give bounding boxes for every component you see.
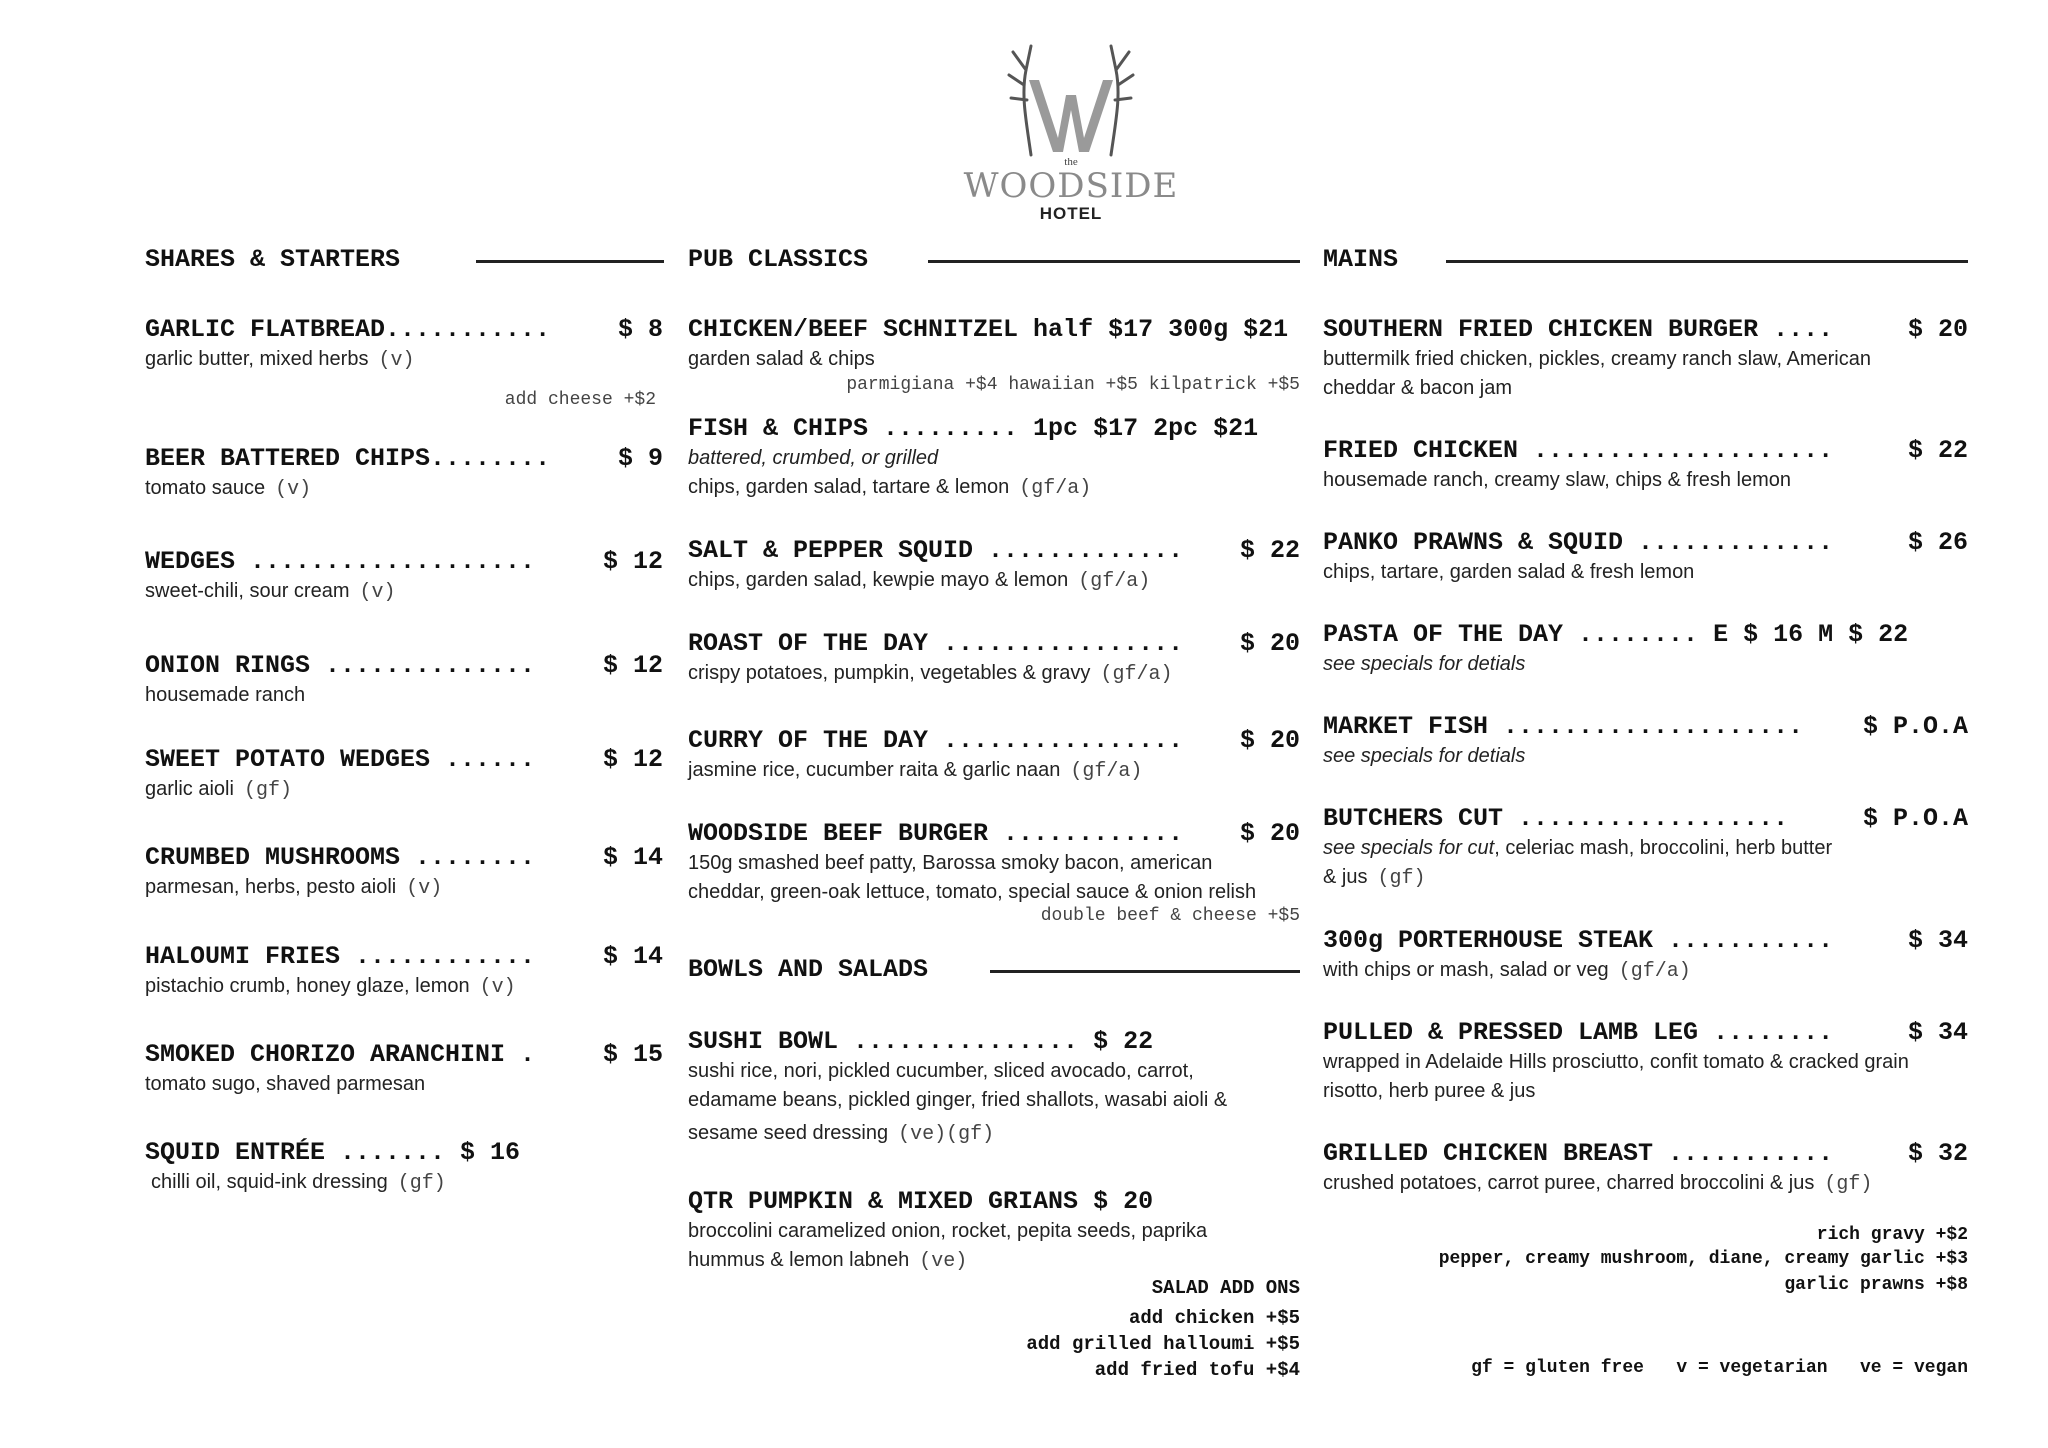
menu-item [1323, 804, 1968, 893]
item-price: $ P.O.A [1862, 804, 1968, 833]
item-title: SMOKED CHORIZO ARANCHINI . [145, 1040, 536, 1069]
menu-item [145, 1040, 663, 1099]
menu-item [688, 1187, 1300, 1276]
item-desc: cheddar, green-oak lettuce, tomato, special sauce & onion relish [688, 881, 1257, 903]
menu-item [1323, 528, 1968, 587]
item-desc: jasmine rice, cucumber raita & garlic naan [688, 759, 1061, 781]
item-price: $ 12 [602, 651, 663, 680]
item-price: $ 26 [1907, 528, 1968, 557]
menu-item [1323, 1139, 1968, 1199]
item-title: GARLIC FLATBREAD........... [145, 315, 551, 344]
logo-name: WOODSIDE [963, 166, 1179, 206]
dietary-tag: (gf/a) [1100, 663, 1173, 686]
item-desc: pistachio crumb, honey glaze, lemon [145, 975, 470, 997]
salad-addons-heading: SALAD ADD ONS [1151, 1277, 1300, 1299]
item-price: $ 20 [1239, 726, 1300, 755]
item-desc: cheddar & bacon jam [1323, 377, 1513, 399]
item-title: SQUID ENTRÉE ....... $ 16 [145, 1138, 521, 1167]
dietary-tag: (gf/a) [1019, 477, 1092, 500]
menu-item [688, 315, 1300, 374]
menu-item [1323, 1018, 1968, 1106]
item-price: $ 34 [1907, 1018, 1968, 1047]
menu-item [145, 547, 663, 607]
item-title: 300g PORTERHOUSE STEAK ........... [1323, 926, 1834, 955]
item-desc: crispy potatoes, pumpkin, vegetables & gravy [688, 662, 1091, 684]
menu-item [145, 315, 663, 375]
menu-item [145, 745, 663, 805]
item-title: CHICKEN/BEEF SCHNITZEL half $17 300g $21 [688, 315, 1289, 344]
logo-the: the [1064, 156, 1078, 168]
item-desc: sweet-chili, sour cream [145, 580, 350, 602]
item-title: WEDGES ................... [145, 547, 536, 576]
menu-item [1323, 315, 1968, 403]
menu-item [688, 629, 1300, 689]
item-desc: wrapped in Adelaide Hills prosciutto, confit tomato & cracked grain [1323, 1051, 1909, 1073]
menu-item [1323, 926, 1968, 986]
item-desc: parmesan, herbs, pesto aioli [145, 876, 397, 898]
sauce-line: rich gravy +$2 [1816, 1225, 1968, 1245]
item-desc-italic: see specials for cut [1323, 837, 1495, 859]
item-desc: garden salad & chips [688, 348, 875, 370]
item-price: $ 34 [1907, 926, 1968, 955]
menu-item [145, 1138, 663, 1198]
menu-item [688, 726, 1300, 786]
item-desc: & jus [1323, 866, 1368, 888]
dietary-tag: (v) [479, 976, 516, 999]
item-title: HALOUMI FRIES ............ [145, 942, 536, 971]
dietary-tag: (v) [378, 349, 415, 372]
item-price: $ 14 [602, 843, 663, 872]
dietary-tag: (gf/a) [1618, 960, 1691, 983]
item-title: ROAST OF THE DAY ................ [688, 629, 1184, 658]
item-price: $ 14 [602, 942, 663, 971]
item-desc: tomato sauce [145, 477, 266, 499]
menu-item [1323, 620, 1968, 679]
dietary-tag: (ve) [919, 1250, 968, 1273]
item-price: $ 20 [1239, 819, 1300, 848]
menu-item [145, 843, 663, 903]
item-title: ONION RINGS .............. [145, 651, 536, 680]
dietary-legend: gf = gluten free v = vegetarian ve = vegan [1471, 1358, 1968, 1378]
item-desc-italic: see specials for detials [1323, 653, 1526, 675]
item-desc: buttermilk fried chicken, pickles, creamy ranch slaw, American [1323, 348, 1871, 370]
item-price: $ 8 [617, 315, 663, 344]
sauce-line: garlic prawns +$8 [1784, 1275, 1968, 1295]
item-price: $ 20 [1907, 315, 1968, 344]
dietary-tag: (ve)(gf) [898, 1123, 995, 1146]
item-desc: hummus & lemon labneh [688, 1249, 910, 1271]
item-desc: , celeriac mash, broccolini, herb butter [1494, 837, 1833, 859]
item-title: BUTCHERS CUT .................. [1323, 804, 1789, 833]
menu-item [688, 536, 1300, 596]
item-desc: sesame seed dressing [688, 1122, 889, 1144]
section-rule [1446, 260, 1968, 263]
dietary-tag: (v) [275, 478, 312, 501]
section-rule [928, 260, 1300, 263]
item-title: WOODSIDE BEEF BURGER ............ [688, 819, 1184, 848]
item-title: CRUMBED MUSHROOMS ........ [145, 843, 536, 872]
salad-addon-line: add grilled halloumi +$5 [1026, 1333, 1300, 1355]
dietary-tag: (gf) [1377, 867, 1426, 890]
item-desc: 150g smashed beef patty, Barossa smoky bacon, american [688, 852, 1213, 874]
hotel-logo [956, 40, 1186, 230]
item-desc: garlic butter, mixed herbs [145, 348, 369, 370]
item-title: CURRY OF THE DAY ................ [688, 726, 1184, 755]
section-rule [990, 970, 1300, 973]
menu-item [1323, 436, 1968, 495]
menu-item [688, 414, 1300, 503]
item-desc: chips, garden salad, kewpie mayo & lemon [688, 569, 1069, 591]
item-desc: housemade ranch, creamy slaw, chips & fresh lemon [1323, 469, 1791, 491]
item-desc: garlic aioli [145, 778, 234, 800]
item-desc: chilli oil, squid-ink dressing [151, 1171, 388, 1193]
menu-item [688, 1027, 1300, 1149]
item-title: SUSHI BOWL ............... $ 22 [688, 1027, 1154, 1056]
item-title: PULLED & PRESSED LAMB LEG ........ [1323, 1018, 1834, 1047]
item-price: $ 9 [617, 444, 663, 473]
item-price: $ 22 [1907, 436, 1968, 465]
dietary-tag: (gf) [397, 1172, 446, 1195]
item-desc: crushed potatoes, carrot puree, charred broccolini & jus [1323, 1172, 1815, 1194]
item-title: SALT & PEPPER SQUID ............. [688, 536, 1184, 565]
dietary-tag: (v) [406, 877, 443, 900]
antler-w-icon [991, 40, 1151, 160]
section-bowls-heading: BOWLS AND SALADS [688, 955, 929, 984]
item-desc: chips, tartare, garden salad & fresh lemon [1323, 561, 1695, 583]
item-price: $ P.O.A [1862, 712, 1968, 741]
menu-item [145, 444, 663, 504]
item-desc-italic: see specials for detials [1323, 745, 1526, 767]
item-desc: tomato sugo, shaved parmesan [145, 1073, 426, 1095]
item-desc: chips, garden salad, tartare & lemon [688, 476, 1010, 498]
item-title: FISH & CHIPS ......... 1pc $17 2pc $21 [688, 414, 1259, 443]
dietary-tag: (gf/a) [1070, 760, 1143, 783]
dietary-tag: (gf/a) [1078, 570, 1151, 593]
item-price: $ 12 [602, 547, 663, 576]
menu-item [145, 651, 663, 710]
item-addon: parmigiana +$4 hawaiian +$5 kilpatrick +$5 [846, 375, 1300, 395]
item-desc: risotto, herb puree & jus [1323, 1080, 1536, 1102]
item-price: $ 12 [602, 745, 663, 774]
item-title: SWEET POTATO WEDGES ...... [145, 745, 536, 774]
dietary-tag: (gf) [243, 779, 292, 802]
dietary-tag: (gf) [1824, 1173, 1873, 1196]
item-price: $ 22 [1239, 536, 1300, 565]
logo-sub: HOTEL [1039, 204, 1103, 223]
salad-addon-line: add fried tofu +$4 [1094, 1359, 1300, 1381]
item-title: BEER BATTERED CHIPS........ [145, 444, 551, 473]
salad-addon-line: add chicken +$5 [1128, 1307, 1300, 1329]
item-addon: double beef & cheese +$5 [1040, 906, 1300, 926]
menu-item [1323, 712, 1968, 771]
menu-item [688, 819, 1300, 907]
sauce-line: pepper, creamy mushroom, diane, creamy garlic +$3 [1438, 1249, 1968, 1269]
section-rule [476, 260, 664, 263]
item-title: PANKO PRAWNS & SQUID ............. [1323, 528, 1834, 557]
item-desc: housemade ranch [145, 684, 306, 706]
dietary-tag: (v) [359, 581, 396, 604]
item-desc: broccolini caramelized onion, rocket, pepita seeds, paprika [688, 1220, 1208, 1242]
section-classics-heading: PUB CLASSICS [688, 245, 869, 274]
item-title: MARKET FISH .................... [1323, 712, 1804, 741]
item-addon: add cheese +$2 [504, 390, 656, 410]
item-desc: edamame beans, pickled ginger, fried shallots, wasabi aioli & [688, 1089, 1228, 1111]
item-desc: with chips or mash, salad or veg [1323, 959, 1609, 981]
section-mains-heading: MAINS [1323, 245, 1399, 274]
item-title: FRIED CHICKEN .................... [1323, 436, 1834, 465]
section-starters-heading: SHARES & STARTERS [145, 245, 401, 274]
menu-item [145, 942, 663, 1002]
item-title: PASTA OF THE DAY ........ E $ 16 M $ 22 [1323, 620, 1909, 649]
item-desc: sushi rice, nori, pickled cucumber, sliced avocado, carrot, [688, 1060, 1194, 1082]
item-price: $ 20 [1239, 629, 1300, 658]
item-desc-italic: battered, crumbed, or grilled [688, 447, 939, 469]
item-title: SOUTHERN FRIED CHICKEN BURGER .... [1323, 315, 1834, 344]
item-title: QTR PUMPKIN & MIXED GRIANS $ 20 [688, 1187, 1154, 1216]
item-price: $ 15 [602, 1040, 663, 1069]
item-title: GRILLED CHICKEN BREAST ........... [1323, 1139, 1834, 1168]
item-price: $ 32 [1907, 1139, 1968, 1168]
